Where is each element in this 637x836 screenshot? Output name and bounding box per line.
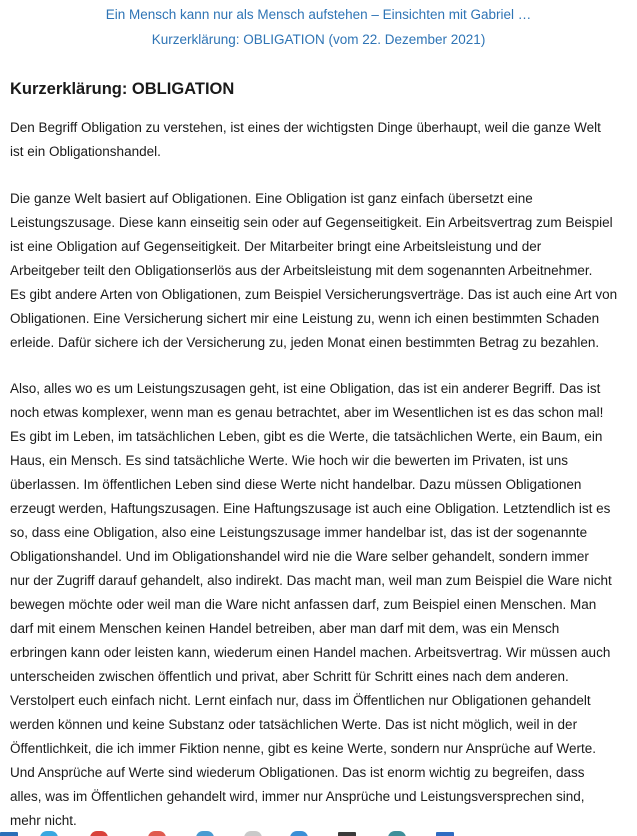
paragraph-line: alles, was im Öffentlichen gehandelt wird, immer nur Ansprüche und Leistungsversprechen sind, <box>10 789 585 804</box>
paragraph-line: ist ein Obligationshandel. <box>10 144 161 159</box>
paragraph-line: so, dass eine Obligation, also eine Leistungszusage immer handelbar ist, das ist der sogenannte <box>10 525 588 540</box>
paragraph-line: darf mit einem Menschen keinen Handel betreiben, aber man darf mit dem, was ein Mensch <box>10 621 560 636</box>
app-icon-blue-2[interactable] <box>290 831 308 836</box>
paragraph-line: nur der Zugriff darauf gehandelt, also indirekt. Das macht man, weil man zum Beispiel die Ware nicht <box>10 573 612 588</box>
app-icon-red-2[interactable] <box>148 831 166 836</box>
paragraph-line: werden können und keine Substanz oder tatsächlichen Werte. Das ist nicht möglich, weil in der <box>10 717 578 732</box>
paragraph-line: Also, alles wo es um Leistungszusagen geht, ist eine Obligation, das ist ein anderer Begriff. Das ist <box>10 381 601 396</box>
app-icon-teal-2[interactable] <box>388 831 406 836</box>
paragraph-line: Die ganze Welt basiert auf Obligationen. Eine Obligation ist ganz einfach übersetzt eine <box>10 191 533 206</box>
app-icon-grey[interactable] <box>244 831 262 836</box>
paragraph-line: erzeugt werden, Haftungszusagen. Eine Haftungszusage ist auch eine Obligation. Letztendlich ist es <box>10 501 611 516</box>
paragraph-line: ist eine Obligation auf Gegenseitigkeit. Der Mitarbeiter bringt eine Arbeitsleistung und der <box>10 239 542 254</box>
paragraph-line: Öffentlichkeit, die ich immer Fiktion nenne, gibt es keine Werte, sondern nur Ansprüche auf Werte. <box>10 741 597 756</box>
paragraph-line: Es gibt im Leben, im tatsächlichen Leben, gibt es die Werte, die tatsächlichen Werte, ein Baum, ein <box>10 429 603 444</box>
paragraph-line: mehr nicht. <box>10 813 77 828</box>
paragraph-line: Obligationshandel. Und im Obligationshandel wird nie die Ware selber gehandelt, sondern immer <box>10 549 589 564</box>
paragraph-line: noch etwas komplexer, wenn man es genau betrachtet, aber im Wesentlichen ist es das schon mal! <box>10 405 604 420</box>
taskbar-strip <box>0 828 637 836</box>
app-icon-blue[interactable] <box>0 832 18 836</box>
paragraph-line: unterscheiden zwischen öffentlich und privat, aber Schritt für Schritt eines nach dem anderen. <box>10 669 569 684</box>
app-icon-blue-3[interactable] <box>436 832 454 836</box>
paragraph-line: Arbeitgeber teilt den Obligationserlös aus der Arbeitsleistung mit dem sogenannten Arbeitnehmer. <box>10 263 593 278</box>
paragraph <box>10 116 630 164</box>
paragraph <box>10 187 630 355</box>
article-heading: Kurzerklärung: OBLIGATION <box>10 80 235 98</box>
app-icon-dark[interactable] <box>338 832 356 836</box>
paragraph-line: Den Begriff Obligation zu verstehen, ist eines der wichtigsten Dinge überhaupt, weil die ganze Welt <box>10 120 601 135</box>
app-icon-teal[interactable] <box>196 831 214 836</box>
paragraph-line: erbringen kann oder leisten kann, wiederum einen Handel machen. Arbeitsvertrag. Wir müssen auch <box>10 645 611 660</box>
paragraph-line: Und Ansprüche auf Werte sind wiederum Obligationen. Das ist enorm wichtig zu begreifen, dass <box>10 765 585 780</box>
document-header-subtitle: Kurzerklärung: OBLIGATION (vom 22. Dezember 2021) <box>151 32 486 47</box>
paragraph-line: überlassen. Im öffentlichen Leben sind diese Werte nicht handelbar. Dazu müssen Obligationen <box>10 477 582 492</box>
paragraph-line: erleide. Dafür sichere ich der Versicherung zu, jeden Monat einen bestimmten Betrag zu bezahlen. <box>10 335 600 350</box>
paragraph-line: Leistungszusage. Diese kann einseitig sein oder auf Gegenseitigkeit. Ein Arbeitsvertrag zum Beispiel <box>10 215 613 230</box>
paragraph-line: Haus, ein Mensch. Es sind tatsächliche Werte. Wie hoch wir die bewerten im Privaten, ist uns <box>10 453 568 468</box>
paragraph <box>10 377 630 833</box>
paragraph-line: Es gibt andere Arten von Obligationen, zum Beispiel Versicherungsverträge. Das ist auch eine Art von <box>10 287 618 302</box>
app-icon-red[interactable] <box>90 831 108 836</box>
document-header-title: Ein Mensch kann nur als Mensch aufstehen – Einsichten mit Gabriel … <box>105 7 532 22</box>
app-icon-cyan[interactable] <box>40 831 58 836</box>
paragraph-line: Obligationen. Eine Versicherung sichert mir eine Leistung zu, wenn ich einen bestimmten Schaden <box>10 311 600 326</box>
paragraph-line: Verstolpert euch einfach nicht. Lernt einfach nur, dass im Öffentlichen nur Obligationen gehandelt <box>10 693 591 708</box>
paragraph-line: bewegen möchte oder weil man die Ware nicht anfassen darf, zum Beispiel einen Menschen. Man <box>10 597 597 612</box>
